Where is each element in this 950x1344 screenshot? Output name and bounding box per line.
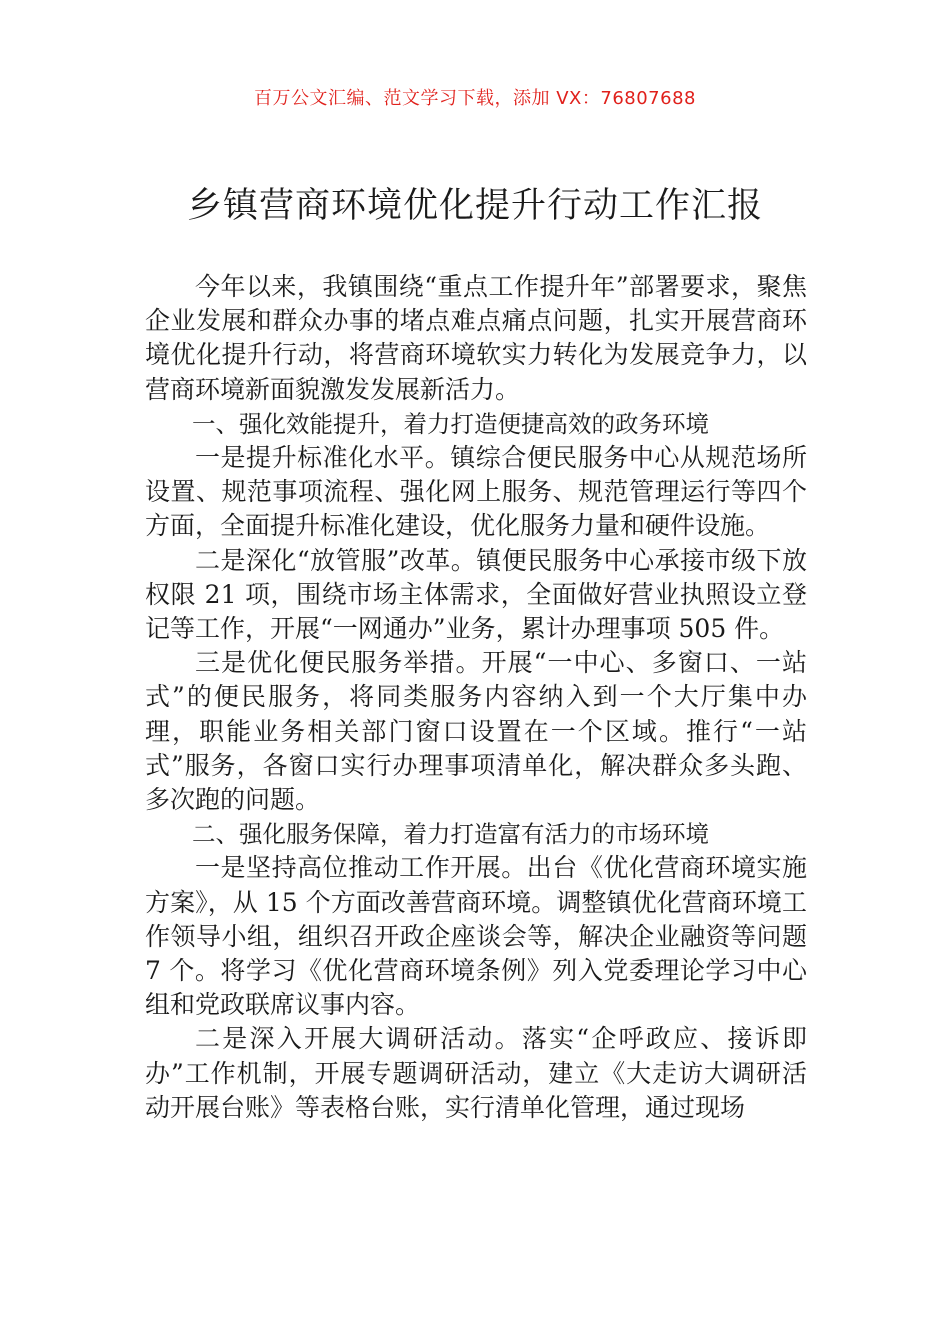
promo-header: 百万公文汇编、范文学习下载，添加 VX：76807688 [254,88,696,109]
document-body [145,270,807,1125]
section-heading-1: 一、强化效能提升，着力打造便捷高效的政务环境 [192,409,709,438]
section-heading-2: 二、强化服务保障，着力打造富有活力的市场环境 [192,820,709,849]
paragraph: 一是坚持高位推动工作开展。出台《优化营商环境实施方案》，从 15 个方面改善营商环境。调整镇优化营商环境工作领导小组，组织召开政企座谈会等，解决企业融资等问题 7 个。将学习《优化营商环境条例》列入党委理论学习中心组和党政联席议事内容。 [145,853,807,1020]
paragraph: 三是优化便民服务举措。开展“一中心、多窗口、一站式”的便民服务，将同类服务内容纳入到一个大厅集中办理，职能业务相关部门窗口设置在一个区域。推行“一站式”服务，各窗口实行办理事项清单化，解决群众多头跑、多次跑的问题。 [145,648,807,815]
paragraph: 一是提升标准化水平。镇综合便民服务中心从规范场所设置、规范事项流程、强化网上服务、规范管理运行等四个方面，全面提升标准化建设，优化服务力量和硬件设施。 [145,443,807,541]
page-title: 乡镇营商环境优化提升行动工作汇报 [186,186,763,226]
paragraph: 二是深入开展大调研活动。落实“企呼政应、接诉即办”工作机制，开展专题调研活动，建立《大走访大调研活动开展台账》等表格台账，实行清单化管理，通过现场 [145,1024,807,1122]
paragraph-intro: 今年以来，我镇围绕“重点工作提升年”部署要求，聚焦企业发展和群众办事的堵点难点痛点问题，扎实开展营商环境优化提升行动，将营商环境软实力转化为发展竞争力，以营商环境新面貌激发发展新活力。 [145,272,807,404]
paragraph: 二是深化“放管服”改革。镇便民服务中心承接市级下放权限 21 项，围绕市场主体需求，全面做好营业执照设立登记等工作，开展“一网通办”业务，累计办理事项 505 件。 [145,545,807,644]
